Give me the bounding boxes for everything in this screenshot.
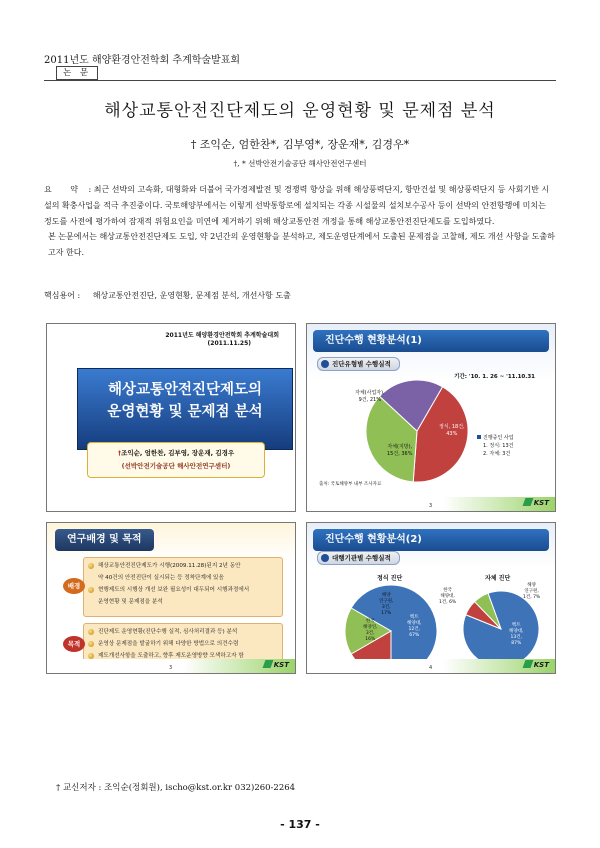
abstract-text-1: : 최근 선박의 고속화, 대형화와 더불어 국가경제발전 및 경쟁력 향상을 위해 해상풍력단지, 항만건설 및 해상풍력단지 등 사회기반 시설의 확충사업을 적극 추진중이다. 국토해양부에서는 이렇게 선박통항로에 설치되는 각종 시설물의 설치보수공사 등이 선박의 안전항행에 미치는 정도를 사전에 평가하여 잠재적 위험요인을 미연에 제거하기 위해 해상교통안전 개정을 통해 해상교통안전진단제도를 도입하였다. <box>44 185 550 226</box>
slide2-period: 기간: '10. 1. 26 ~ '11.10.31 <box>454 374 535 380</box>
slide3-page-number: 3 <box>169 665 173 671</box>
pie2-label-green: 해양 연구원, 3건, 17% <box>379 593 394 616</box>
slide3-tag-purpose: 목적 <box>63 636 85 652</box>
slide1-title-line2: 운영현황 및 문제점 분석 <box>107 404 263 420</box>
slide4-header: 진단수행 현황분석(2) <box>313 529 549 551</box>
pie1-label-green: 자체(지방), 15건, 36% <box>387 444 413 457</box>
slide1-author-box <box>87 442 265 478</box>
paper-type-badge: 논 문 <box>56 66 98 80</box>
slide1-date: (2011.11.25) <box>207 340 251 347</box>
legend-title: 진행중인 사업 <box>477 434 514 442</box>
abstract-text-2: 본 논문에서는 해상교통안전진단제도 도입, 약 2년간의 운영현황을 분석하고, 제도운영단계에서 도출된 문제점을 고찰해, 제도 개선 사항을 도출하고자 한다. <box>48 232 555 258</box>
slide3-group1 <box>83 557 283 617</box>
authors: † 조익순, 엄한찬*, 김부영*, 장운재*, 김경우* <box>190 138 410 151</box>
slide1-conference: 2011년도 해양환경안전학회 추계학술대회 <box>165 332 279 339</box>
abstract-para-1 <box>44 182 556 229</box>
paper-title: 해상교통안전진단제도의 운영현황 및 문제점 분석 <box>104 101 496 121</box>
kst-logo: KST <box>524 498 549 507</box>
slide3-g2-line1: 진단제도 운영현황(진단수행 실적, 심사처리결과 등) 분석 <box>86 626 280 638</box>
slide1-title-box <box>77 368 293 450</box>
slide1-title-line1: 해상교통안전진단제도의 <box>107 382 263 398</box>
slide1-affiliation: (선박안전기술공단 해사안전연구센터) <box>121 462 231 470</box>
abstract-para-2 <box>44 229 556 261</box>
legend-swatch-icon <box>477 435 481 439</box>
affiliation: †, * 선박안전기술공단 해사안전연구센터 <box>233 159 367 168</box>
pie3-label-blue: 벡트 해양대, 13건, 87% <box>509 623 524 646</box>
page-number: - 137 - <box>280 818 320 831</box>
pie3-label-red: 한국 해양대, 1건, 6% <box>439 588 457 605</box>
slide2-legend <box>477 434 514 458</box>
slide4-page-number: 4 <box>429 665 433 671</box>
keywords-text: 해상교통안전진단, 운영현황, 문제점 분석, 개선사항 도출 <box>92 291 291 300</box>
slide-status-1 <box>306 323 556 512</box>
slide-background-purpose <box>46 522 296 674</box>
slide3-g1-line4: 운영현황 및 문제점을 분석 <box>98 599 163 605</box>
abstract-label: 요 약 <box>44 185 86 194</box>
pie3-label-green: 해양 연구원, 1건, 7% <box>523 583 541 600</box>
header-divider <box>44 80 556 81</box>
slide3-g1-line3: 현행제도의 시행상 개선 보완 필요성이 대두되어 시행과정에서 <box>86 584 280 596</box>
slide3-tag-background: 배경 <box>63 578 85 594</box>
keywords-label: 핵심용어 : <box>44 291 81 300</box>
slide4-subheader: 대행기관별 수행실적 <box>317 551 400 565</box>
kst-logo: KST <box>264 660 289 669</box>
slide-status-2 <box>306 522 556 674</box>
conference-header: 2011년도 해양환경안전학회 추계학술발표회 <box>44 55 241 66</box>
slide3-header: 연구배경 및 목적 <box>55 529 154 551</box>
pie1-label-red: 정식, 18건, 43% <box>439 424 465 437</box>
kst-logo: KST <box>524 660 549 669</box>
pie2-title: 정식 진단 <box>377 575 403 582</box>
pie2-label-red: 한국 해양연, 3건, 16% <box>363 619 378 642</box>
pie2-label-blue: 벡트 해양대, 12건, 67% <box>407 615 422 638</box>
legend-item-2: 2. 자체: 3건 <box>483 451 511 457</box>
slide3-g2-line2: 운영상 문제점을 발굴하기 위해 다양한 방법으로 의견수렴 <box>86 638 280 650</box>
slide3-g1-line1: 해상교통안전진단제도가 시행(2009.11.28)된지 2년 동안 <box>86 560 280 572</box>
keywords <box>44 290 556 301</box>
slide3-g1-line2: 약 40건의 안전진단이 실시되는 등 정착단계에 있음 <box>98 575 224 581</box>
legend-item-1: 1. 정식: 13건 <box>483 443 514 449</box>
slide2-page-number: 3 <box>429 503 433 509</box>
slide3-g2-line3: 제도개선사항을 도출하고, 향후 제도운영방향 모색하고자 함 <box>86 650 280 662</box>
slide1-authors: †조익순, 엄한찬, 김부영, 장운재, 김경우 <box>117 449 235 457</box>
pie3-title: 자체 진단 <box>485 575 511 582</box>
slide2-subheader: 진단유형별 수행실적 <box>317 357 400 371</box>
slide2-source: 출처: 국토해양부 내부 조사자료 <box>319 482 382 487</box>
slide3-group2 <box>83 623 283 663</box>
slide-title <box>46 323 296 512</box>
corresponding-author-note: † 교신저자 : 조익순(정회원), ischo@kst.or.kr 032)260-2264 <box>56 783 296 793</box>
slide2-header: 진단수행 현황분석(1) <box>313 330 549 352</box>
abstract <box>44 182 556 261</box>
pie1-label-purple: 자체(사업자), 9건, 21% <box>355 390 385 403</box>
